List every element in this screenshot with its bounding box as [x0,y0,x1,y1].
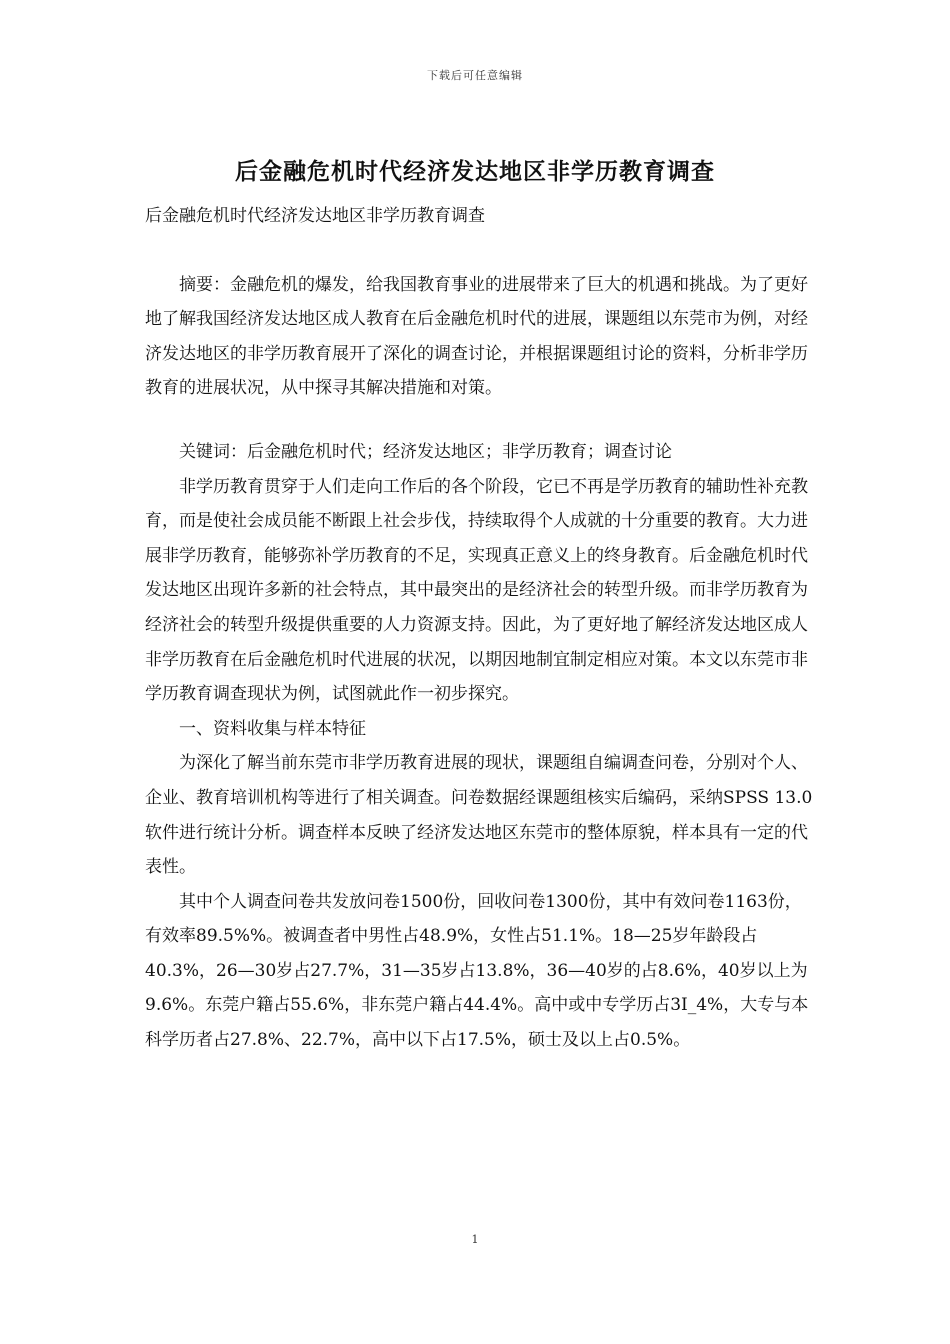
body-paragraph-2: 为深化了解当前东莞市非学历教育进展的现状，课题组自编调查问卷，分别对个人、企业、教育培训机构等进行了相关调查。问卷数据经课题组核实后编码，采纳SPSS 13.0软件进行统计分析。调查样本反映了经济发达地区东莞市的整体原貌，样本具有一定的代表性。 [145,753,813,878]
abstract-paragraph: 摘要：金融危机的爆发，给我国教育事业的进展带来了巨大的机遇和挑战。为了更好地了解我国经济发达地区成人教育在后金融危机时代的进展，课题组以东莞市为例，对经济发达地区的非学历教育展开了深化的调查讨论，并根据课题组讨论的资料，分析非学历教育的进展状况，从中探寻其解决措施和对策。 [145,274,808,399]
page-number: 1 [471,1233,479,1246]
document-body [145,199,813,1058]
document-title: 后金融危机时代经济发达地区非学历教育调查 [235,158,715,185]
body-paragraph-3: 其中个人调查问卷共发放问卷1500份，回收问卷1300份，其中有效问卷1163份，有效率89.5%%。被调查者中男性占48.9%，女性占51.1%。18—25岁年龄段占40.3%，26—30岁占27.7%，31—35岁占13.8%，36—40岁的占8.6%，40岁以上为9.6%。东莞户籍占55.6%，非东莞户籍占44.4%。高中或中专学历占3I_4%，大专与本科学历者占27.8%、22.7%，高中以下占17.5%，硕士及以上占0.5%。 [145,891,809,1051]
body-paragraph-1: 非学历教育贯穿于人们走向工作后的各个阶段，它已不再是学历教育的辅助性补充教育，而是使社会成员能不断跟上社会步伐，持续取得个人成就的十分重要的教育。大力进展非学历教育，能够弥补学历教育的不足，实现真正意义上的终身教育。后金融危机时代发达地区出现许多新的社会特点，其中最突出的是经济社会的转型升级。而非学历教育为经济社会的转型升级提供重要的人力资源支持。因此，为了更好地了解经济发达地区成人非学历教育在后金融危机时代进展的状况，以期因地制宜制定相应对策。本文以东莞市非学历教育调查现状为例，试图就此作一初步探究。 [145,476,808,705]
keywords-paragraph: 关键词：后金融危机时代；经济发达地区；非学历教育；调查讨论 [179,441,672,462]
spacer [145,406,813,435]
section-heading: 一、资料收集与样本特征 [179,718,366,739]
header-note: 下载后可任意编辑 [427,69,523,82]
spacer [145,234,813,268]
document-subtitle: 后金融危机时代经济发达地区非学历教育调查 [145,206,485,226]
